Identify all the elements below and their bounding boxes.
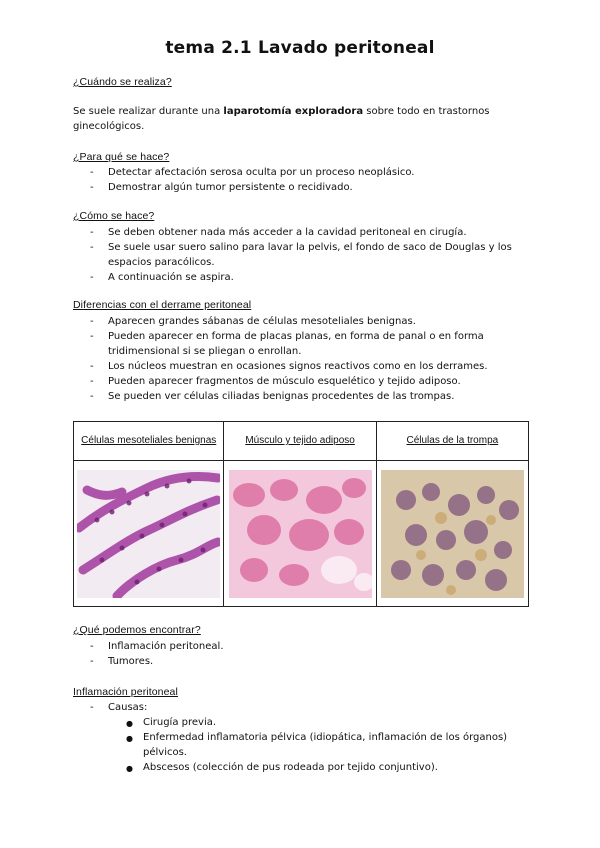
- list-item-text: Cirugía previa.: [143, 717, 217, 728]
- list-item: - Pueden aparecer fragmentos de músculo esquelético y tejido adiposo.: [90, 376, 461, 387]
- image-cell-mesotelio: [74, 461, 224, 607]
- micrograph-mesothelial-image: [77, 470, 220, 598]
- list-item-text: Detectar afectación serosa oculta por un proceso neoplásico.: [108, 167, 415, 178]
- paragraph-cuando-pre: Se suele realizar durante una: [73, 106, 224, 117]
- list-item: - Demostrar algún tumor persistente o recidivado.: [90, 182, 353, 193]
- micrograph-tube-image: [381, 470, 524, 598]
- list-item: - Se pueden ver células ciliadas benignas procedentes de las trompas.: [90, 391, 455, 402]
- list-item: ● Enfermedad inflamatoria pélvica (idiopática, inflamación de los órganos) pélvicos.: [126, 732, 508, 758]
- list-inflamacion: [73, 700, 533, 775]
- list-item-text: Causas:: [108, 702, 148, 713]
- table-header-mesotelio: Células mesoteliales benignas: [74, 422, 224, 461]
- list-item: - Detectar afectación serosa oculta por un proceso neoplásico.: [90, 167, 415, 178]
- list-item: - Aparecen grandes sábanas de células mesoteliales benignas.: [90, 316, 416, 327]
- list-item-text: Se suele usar suero salino para lavar la pelvis, el fondo de saco de Douglas y los espacios paracólicos.: [108, 242, 512, 268]
- list-item-text: Abscesos (colección de pus rodeada por tejido conjuntivo).: [143, 762, 438, 773]
- page-title: tema 2.1 Lavado peritoneal: [165, 38, 435, 58]
- table-header-musculo: Músculo y tejido adiposo: [224, 422, 376, 461]
- list-item: - Se suele usar suero salino para lavar la pelvis, el fondo de saco de Douglas y los espacios paracólicos.: [90, 242, 512, 268]
- image-table: [73, 421, 529, 607]
- heading-para-que: ¿Para qué se hace?: [73, 151, 170, 163]
- list-item: - Causas: ● Cirugía previa. ● Enfermedad inflamatoria pélvica (idiopática, inflamación de los órganos) pélvicos. ● Abscesos (colección de pus rodeada por tejido conjuntivo).: [73, 700, 533, 775]
- heading-diferencias: Diferencias con el derrame peritoneal: [73, 299, 252, 311]
- list-item-text: Demostrar algún tumor persistente o recidivado.: [108, 182, 353, 193]
- image-cell-musculo: [224, 461, 376, 607]
- list-item: - Se deben obtener nada más acceder a la cavidad peritoneal en cirugía.: [90, 227, 467, 238]
- list-item-text: Se pueden ver células ciliadas benignas procedentes de las trompas.: [108, 391, 455, 402]
- list-diferencias: [73, 314, 533, 404]
- paragraph-cuando-bold: laparotomía exploradora: [223, 106, 364, 117]
- list-como: [73, 225, 533, 285]
- list-item: ● Abscesos (colección de pus rodeada por tejido conjuntivo).: [126, 762, 438, 773]
- heading-inflamacion: Inflamación peritoneal: [73, 686, 178, 698]
- list-item-text: Tumores.: [108, 656, 154, 667]
- heading-como: ¿Cómo se hace?: [73, 210, 155, 222]
- list-item: - Inflamación peritoneal.: [90, 641, 224, 652]
- list-item: - Los núcleos muestran en ocasiones signos reactivos como en los derrames.: [90, 361, 488, 372]
- list-item-text: Pueden aparecer fragmentos de músculo esquelético y tejido adiposo.: [108, 376, 461, 387]
- table-header-trompa: Células de la trompa: [376, 422, 528, 461]
- list-item-text: Enfermedad inflamatoria pélvica (idiopática, inflamación de los órganos) pélvicos.: [143, 732, 508, 758]
- list-item: - Tumores.: [90, 656, 154, 667]
- list-item-text: Aparecen grandes sábanas de células mesoteliales benignas.: [108, 316, 416, 327]
- list-para-que: [73, 165, 533, 195]
- list-item-text: A continuación se aspira.: [108, 272, 234, 283]
- sublist-causas: [73, 715, 533, 775]
- list-item: ● Cirugía previa.: [126, 717, 217, 728]
- list-item-text: Se deben obtener nada más acceder a la cavidad peritoneal en cirugía.: [108, 227, 467, 238]
- list-item: - A continuación se aspira.: [90, 272, 234, 283]
- heading-cuando: ¿Cuándo se realiza?: [73, 76, 172, 88]
- paragraph-cuando-post: sobre todo en trastornos ginecológicos.: [73, 106, 490, 132]
- image-cell-trompa: [376, 461, 528, 607]
- paragraph-cuando: [73, 104, 533, 134]
- list-item-text: Inflamación peritoneal.: [108, 641, 224, 652]
- list-item-text: Los núcleos muestran en ocasiones signos reactivos como en los derrames.: [108, 361, 488, 372]
- micrograph-muscle-image: [229, 470, 372, 598]
- list-item: - Pueden aparecer en forma de placas planas, en forma de panal o en forma tridimensional si se pliegan o enrollan.: [90, 331, 484, 357]
- heading-que-encontrar: ¿Qué podemos encontrar?: [73, 624, 201, 636]
- list-item-text: Pueden aparecer en forma de placas planas, en forma de panal o en forma tridimensional si se pliegan o enrollan.: [108, 331, 484, 357]
- list-que-encontrar: [73, 639, 533, 669]
